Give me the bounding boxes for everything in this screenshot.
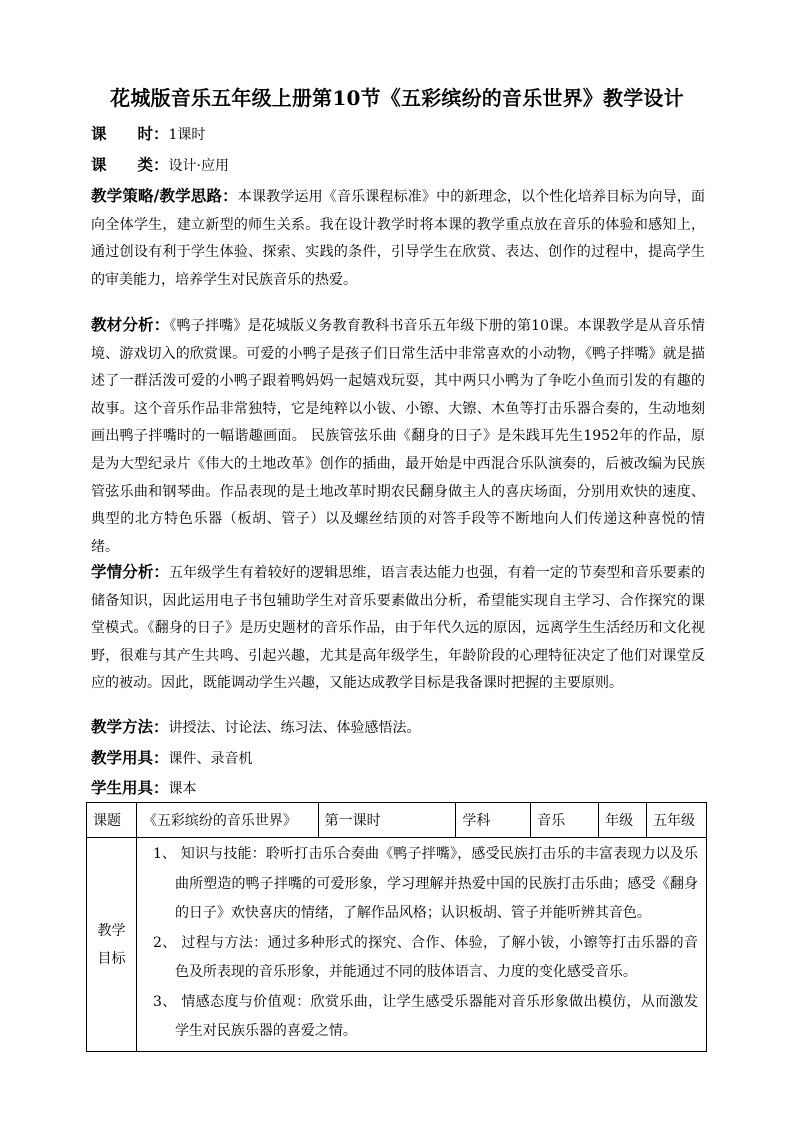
- tools-label: 教学用具：: [91, 748, 169, 767]
- method-label: 教学方法：: [91, 717, 169, 736]
- table-cell-period: 第一课时: [318, 803, 456, 838]
- student-analysis-text: 五年级学生有着较好的逻辑思维，语言表达能力也强，有着一定的节奏型和音乐要素的储备知识，因此运用电子书包辅助学生对音乐要素做出分析，希望能实现自主学习、合作探究的课堂模式。《翻身的日子》是历史题材的音乐作品，由于年代久远的原因，远离学生生活经历和文化视野，很难与其产生共鸣、引起兴趣，尤其是高年级学生，年龄阶段的心理特征决定了他们对课堂反应的被动。因此，既能调动学生兴趣，又能达成教学目标是我备课时把握的主要原则。: [91, 565, 705, 692]
- table-goals-row: [87, 838, 707, 1052]
- student-tools-text: 课本: [168, 781, 197, 797]
- type-value: 设计·应用: [168, 158, 229, 174]
- period-label: 课 时：: [91, 124, 169, 143]
- method-text: 讲授法、讨论法、练习法、体验感悟法。: [168, 720, 421, 736]
- student-tools-line: [91, 778, 197, 799]
- tools-text: 课件、录音机: [168, 751, 253, 767]
- method-line: [91, 717, 421, 738]
- strategy-text: 本课教学运用《音乐课程标准》中的新理念，以个性化培养目标为向导，面向全体学生，建立新型的师生关系。我在设计教学时将本课的教学重点放在音乐的体验和感知上，通过创设有利于学生体验、探索、实践的条件，引导学生在欣赏、表达、创作的过程中，提高学生的审美能力，培养学生对民族音乐的热爱。: [91, 189, 705, 288]
- material-label: 教材分析：: [91, 315, 170, 334]
- document-title: 花城版音乐五年级上册第10节《五彩缤纷的音乐世界》教学设计: [110, 86, 684, 110]
- table-cell-grade-label: 年级: [599, 803, 647, 838]
- student-tools-label: 学生用具：: [91, 778, 169, 797]
- tools-line: [91, 748, 253, 769]
- type-line: [91, 155, 229, 176]
- table-cell-topic-value: 《五彩缤纷的音乐世界》: [136, 803, 318, 838]
- table-cell-grade-value: 五年级: [647, 803, 707, 838]
- goals-label-1: 教学: [97, 923, 126, 940]
- goals-content-cell: [136, 838, 706, 1052]
- table-cell-topic-label: 课题: [87, 803, 137, 838]
- table-cell-subject-label: 学科: [456, 803, 531, 838]
- material-text: 《鸭子拌嘴》是花城版义务教育教科书音乐五年级下册的第10课。本课教学是从音乐情境、游戏切入的欣赏课。可爱的小鸭子是孩子们日常生活中非常喜欢的小动物，《鸭子拌嘴》就是描述了一群活泼可爱的小鸭子跟着鸭妈妈一起嬉戏玩耍，其中两只小鸭为了争吃小鱼而引发的有趣的故事。这个音乐作品非常独特，它是纯粹以小钹、小镲、大镲、木鱼等打击乐器合奏的，生动地刻画出鸭子拌嘴时的一幅谐趣画面。 民族管弦乐曲《翻身的日子》是朱践耳先生1952年的作品，原是为大型纪录片《伟大的土地改革》创作的插曲，最开始是中西混合乐队演奏的，后被改编为民族管弦乐曲和钢琴曲。作品表现的是土地改革时期农民翻身做主人的喜庆场面，分别用欢快的速度、典型的北方特色乐器（板胡、管子）以及螺丝结顶的对答手段等不断地向人们传递这种喜悦的情绪。: [91, 318, 705, 555]
- lesson-info-table: [86, 802, 707, 1052]
- strategy-paragraph: [91, 182, 705, 294]
- table-header-row: [87, 803, 707, 838]
- material-paragraph: [91, 311, 705, 561]
- goals-label-cell: [87, 838, 137, 1052]
- goal-item: 2、 过程与方法：通过多种形式的探究、合作、体验，了解小钹，小镲等打击乐器的音色及所表现的音乐形象，并能通过不同的肢体语言、力度的变化感受音乐。: [152, 934, 698, 980]
- period-line: [91, 124, 205, 145]
- period-value: 1课时: [168, 127, 206, 143]
- goal-item: 3、 情感态度与价值观：欣赏乐曲，让学生感受乐器能对音乐形象做出模仿，从而激发学生对民族乐器的喜爱之情。: [152, 993, 698, 1039]
- type-label: 课 类：: [91, 155, 169, 174]
- student-analysis-label: 学情分析：: [91, 562, 170, 581]
- student-analysis-paragraph: [91, 558, 705, 698]
- goals-label-2: 目标: [97, 951, 126, 968]
- table-cell-subject-value: 音乐: [531, 803, 599, 838]
- goal-item: 1、 知识与技能：聆听打击乐合奏曲《鸭子拌嘴》，感受民族打击乐的丰富表现力以及乐曲所塑造的鸭子拌嘴的可爱形象，学习理解并热爱中国的民族打击乐曲；感受《翻身的日子》欢快喜庆的情绪，了解作品风格；认识板胡、管子并能听辨其音色。: [152, 846, 698, 921]
- strategy-label: 教学策略/教学思路：: [91, 186, 238, 205]
